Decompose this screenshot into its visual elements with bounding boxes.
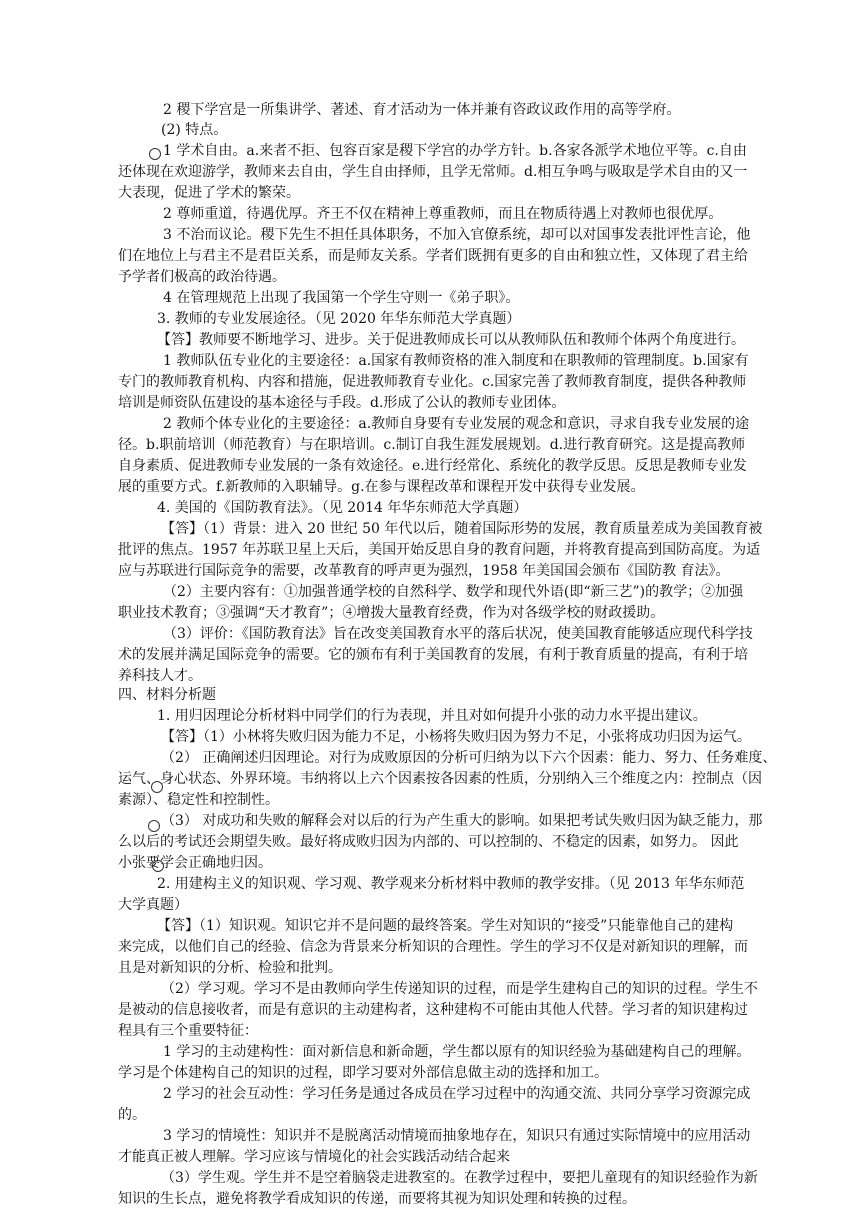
text-line: 小张要学会正确地归因。 <box>118 855 272 871</box>
text-line: 【答】（1）知识观。知识它并不是问题的最终答案。学生对知识的“接受”只能靠他自己的建构 <box>157 918 734 934</box>
text-line: （3）学生观。学生并不是空着脑袋走进教室的。在教学过程中，要把儿童现有的知识经验作为新 <box>161 1170 758 1186</box>
circle-mark-icon <box>148 820 160 832</box>
text-line: 2 学习的社会互动性：学习任务是通过各成员在学习过程中的沟通交流、共同分享学习资源完成 <box>163 1086 751 1102</box>
text-line: 知识的生长点，避免将教学看成知识的传递，而要将其视为知识处理和转换的过程。 <box>118 1191 636 1207</box>
text-line: 3. 教师的专业发展途径。（见 2020 年华东师范大学真题） <box>157 311 521 327</box>
text-line: 2. 用建构主义的知识观、学习观、教学观来分析材料中教师的教学安排。（见 2013 年华东师范 <box>157 876 745 892</box>
text-line: 2 稷下学宫是一所集讲学、著述、育才活动为一体并兼有咨政议政作用的高等学府。 <box>163 102 681 118</box>
text-line: 4. 美国的《国防教育法》。（见 2014 年华东师范大学真题） <box>157 500 528 516</box>
text-line: 培训是师资队伍建设的基本途径与手段。d.形成了公认的教师专业团体。 <box>118 395 566 411</box>
text-line: （2） 正确阐述归因理论。对行为成败原因的分析可归纳为以下六个因素：能力、努力、任务难度、 <box>161 750 777 766</box>
text-line: 径。b.职前培训（师范教育）与在职培训。c.制订自我生涯发展规划。d.进行教育研究。这是提高教师 <box>118 437 746 453</box>
text-line: 程具有三个重要特征： <box>118 1023 258 1039</box>
text-line: 展的重要方式。f.新教师的入职辅导。g.在参与课程改革和课程开发中获得专业发展。 <box>118 479 645 495</box>
text-line: （2）学习观。学习不是由教师向学生传递知识的过程，而是学生建构自己的知识的过程。学生不 <box>161 981 758 997</box>
text-line: 运气、身心状态、外界环境。韦纳将以上六个因素按各因素的性质，分别纳入三个维度之内：控制点（因 <box>118 771 762 787</box>
text-line: 3 学习的情境性：知识并不是脱离活动情境而抽象地存在，知识只有通过实际情境中的应用活动 <box>163 1128 751 1144</box>
text-line: 才能真正被人理解。学习应该与情境化的社会实践活动结合起来 <box>118 1149 510 1165</box>
text-line: 大表现，促进了学术的繁荣。 <box>118 185 300 201</box>
text-line: （3）评价：《国防教育法》旨在改变美国教育水平的落后状况，使美国教育能够适应现代科学技 <box>163 626 753 642</box>
text-line: 职业技术教育；③强调“天才教育”；④增拨大量教育经费，作为对各级学校的财政援助。 <box>118 605 665 621</box>
text-line: 专门的教师教育机构、内容和措施，促进教师教育专业化。c.国家完善了教师教育制度，提供各种教师 <box>118 374 747 390</box>
text-line: 养科技人才。 <box>118 668 202 684</box>
text-line: 的。 <box>118 1107 146 1123</box>
text-line: 大学真题） <box>118 897 188 913</box>
text-line: 予学者们极高的政治待遇。 <box>118 269 286 285</box>
text-line: （3） 对成功和失败的解释会对以后的行为产生重大的影响。如果把考试失败归因为缺乏能力，那 <box>161 813 763 829</box>
text-line: 术的发展并满足国际竞争的需要。它的颁布有利于美国教育的发展，有利于教育质量的提高，有利于培 <box>118 647 748 663</box>
text-line: 批评的焦点。1957 年苏联卫星上天后，美国开始反思自身的教育问题，并将教育提高到国防高度。为适 <box>118 542 761 558</box>
circle-mark-icon <box>149 148 161 160</box>
text-line: 应与苏联进行国际竞争的需要，改革教育的呼声更为强烈，1958 年美国国会颁布《国防教 育法》。 <box>118 563 730 579</box>
text-line: 4 在管理规范上出现了我国第一个学生守则一《弟子职》。 <box>163 290 520 306</box>
text-line: 1 学习的主动建构性：面对新信息和新命题，学生都以原有的知识经验为基础建构自己的理解。 <box>163 1044 751 1060</box>
text-line: 3 不治而议论。稷下先生不担任具体职务，不加入官僚系统，却可以对国事发表批评性言论，他 <box>163 227 751 243</box>
text-line: 是被动的信息接收者，而是有意识的主动建构者，这种建构不可能由其他人代替。学习者的知识建构过 <box>118 1002 748 1018</box>
text-line: 自身素质、促进教师专业发展的一条有效途径。e.进行经常化、系统化的教学反思。反思是教师专业发 <box>118 458 747 474</box>
text-line: 1 教师队伍专业化的主要途径：a.国家有教师资格的准入制度和在职教师的管理制度。b.国家有 <box>163 353 749 369</box>
text-line: 1 学术自由。a.来者不拒、包容百家是稷下学宫的办学方针。b.各家各派学术地位平等。c.自由 <box>163 143 747 159</box>
text-line: 【答】教师要不断地学习、进步。关于促进教师成长可以从教师队伍和教师个体两个角度进行。 <box>157 332 745 348</box>
text-line: 且是对新知识的分析、检验和批判。 <box>118 960 342 976</box>
text-line: 四、材料分析题 <box>118 687 216 703</box>
text-line: (2) 特点。 <box>161 122 228 138</box>
text-line: 素源）、稳定性和控制性。 <box>118 792 279 808</box>
text-line: 【答】（1）背景：进入 20 世纪 50 年代以后，随着国际形势的发展，教育质量差成为美国教育被 <box>161 521 763 537</box>
text-line: 2 尊师重道，待遇优厚。齐王不仅在精神上尊重教师，而且在物质待遇上对教师也很优厚。 <box>163 206 723 222</box>
text-line: 2 教师个体专业化的主要途径：a.教师自身要有专业发展的观念和意识，寻求自我专业发展的途 <box>163 416 750 432</box>
text-line: 学习是个体建构自己的知识的过程，即学习要对外部信息做主动的选择和加工。 <box>118 1065 608 1081</box>
text-line: 1. 用归因理论分析材料中同学们的行为表现，并且对如何提升小张的动力水平提出建议。 <box>157 708 707 724</box>
text-line: 来完成，以他们自己的经验、信念为背景来分析知识的合理性。学生的学习不仅是对新知识的理解，而 <box>118 939 748 955</box>
text-line: 么以后的考试还会期望失败。最好将成败归因为内部的、可以控制的、不稳定的因素，如努力。 因此 <box>118 834 739 850</box>
text-line: 们在地位上与君主不是君臣关系，而是师友关系。学者们既拥有更多的自由和独立性，又体现了君主给 <box>118 248 748 264</box>
text-line: （2）主要内容有：①加强普通学校的自然科学、数学和现代外语(即“新三艺”)的教学；②加强 <box>163 584 744 600</box>
text-line: 【答】（1）小林将失败归因为能力不足，小杨将失败归因为努力不足，小张将成功归因为运气。 <box>161 729 751 745</box>
text-line: 还体现在欢迎游学，教师来去自由，学生自由择师，且学无常师。d.相互争鸣与吸取是学术自由的又一 <box>118 164 748 180</box>
